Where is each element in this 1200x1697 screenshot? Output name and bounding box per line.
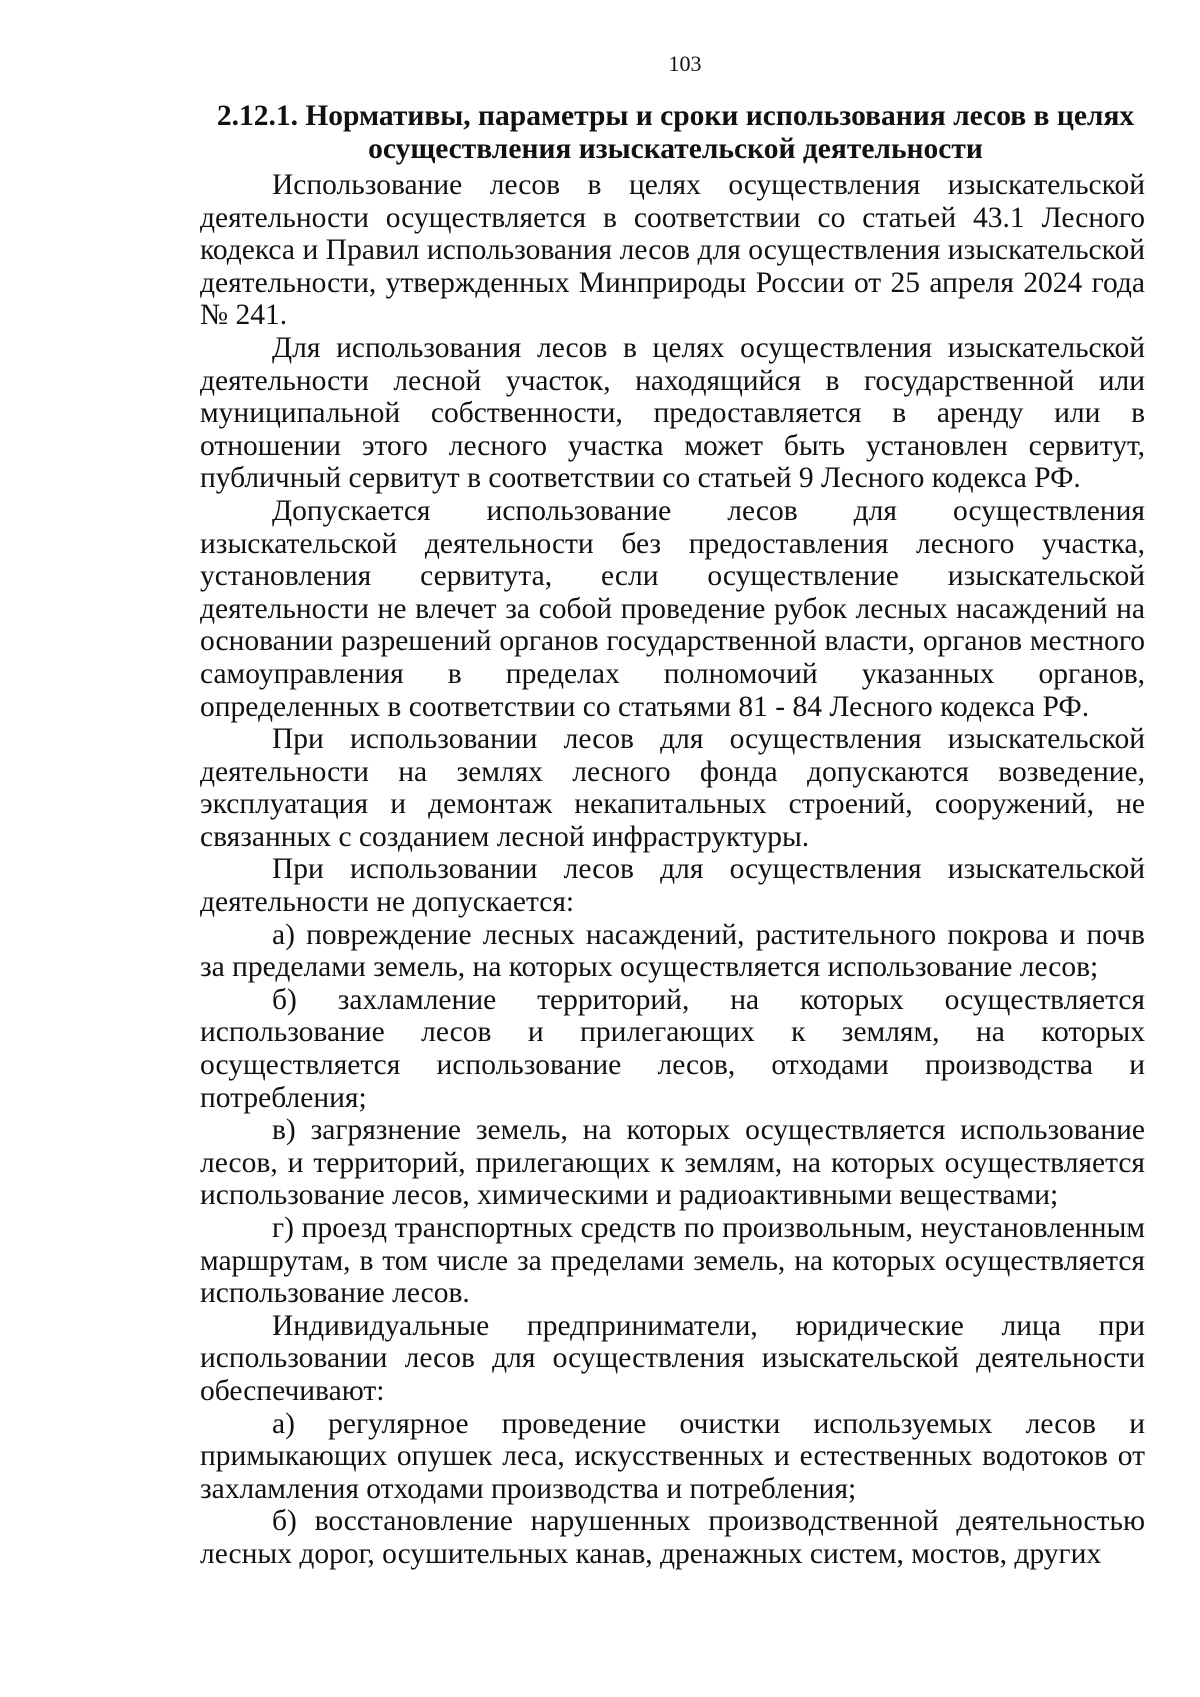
- paragraph-1: Использование лесов в целях осуществления изыскательской деятельности осуществляется в соответствии со статьей 43.1 Лесного кодекса и Правил использования лесов для осуществления изыскательской деятельности, утвержденных Минприроды России от 25 апреля 2024 года № 241.: [200, 169, 1145, 332]
- paragraph-3: Допускается использование лесов для осуществления изыскательской деятельности без предоставления лесного участка, установления сервитута, если осуществление изыскательской деятельности не влечет за собой проведение рубок лесных насаждений на основании разрешений органов государственной власти, органов местного самоуправления в пределах полномочий указанных органов, определенных в соответствии со статьями 81 - 84 Лесного кодекса РФ.: [200, 494, 1145, 723]
- list-item-a: а) повреждение лесных насаждений, растительного покрова и почв за пределами земель, на которых осуществляется использование лесов;: [200, 918, 1145, 984]
- document-page: [200, 50, 1145, 1571]
- section-heading: 2.12.1. Нормативы, параметры и сроки использования лесов в целях осуществления изыскательской деятельности: [216, 100, 1135, 165]
- paragraph-2: Для использования лесов в целях осуществления изыскательской деятельности лесной участок, находящийся в государственной или муниципальной собственности, предоставляется в аренду или в отношении этого лесного участка может быть установлен сервитут, публичный сервитут в соответствии со статьей 9 Лесного кодекса РФ.: [200, 331, 1145, 495]
- page-number: 103: [668, 51, 702, 76]
- list-item-v: в) загрязнение земель, на которых осуществляется использование лесов, и территорий, прилегающих к землям, на которых осуществляется использование лесов, химическими и радиоактивными веществами;: [200, 1114, 1145, 1212]
- obligation-item-b: б) восстановление нарушенных производственной деятельностью лесных дорог, осушительных канав, дренажных систем, мостов, других: [200, 1505, 1145, 1570]
- list-item-g: г) проезд транспортных средств по произвольным, неустановленным маршрутам, в том числе за пределами земель, на которых осуществляется использование лесов.: [200, 1212, 1145, 1310]
- list-item-b: б) захламление территорий, на которых осуществляется использование лесов и прилегающих к землям, на которых осуществляется использование лесов, отходами производства и потребления;: [200, 983, 1145, 1114]
- paragraph-6: Индивидуальные предприниматели, юридические лица при использовании лесов для осуществления изыскательской деятельности обеспечивают:: [200, 1309, 1145, 1407]
- obligation-item-a: а) регулярное проведение очистки используемых лесов и примыкающих опушек леса, искусственных и естественных водотоков от захламления отходами производства и потребления;: [200, 1407, 1145, 1505]
- paragraph-4: При использовании лесов для осуществления изыскательской деятельности на землях лесного фонда допускаются возведение, эксплуатация и демонтаж некапитальных строений, сооружений, не связанных с созданием лесной инфраструктуры.: [200, 723, 1145, 853]
- paragraph-5: При использовании лесов для осуществления изыскательской деятельности не допускается:: [200, 853, 1145, 919]
